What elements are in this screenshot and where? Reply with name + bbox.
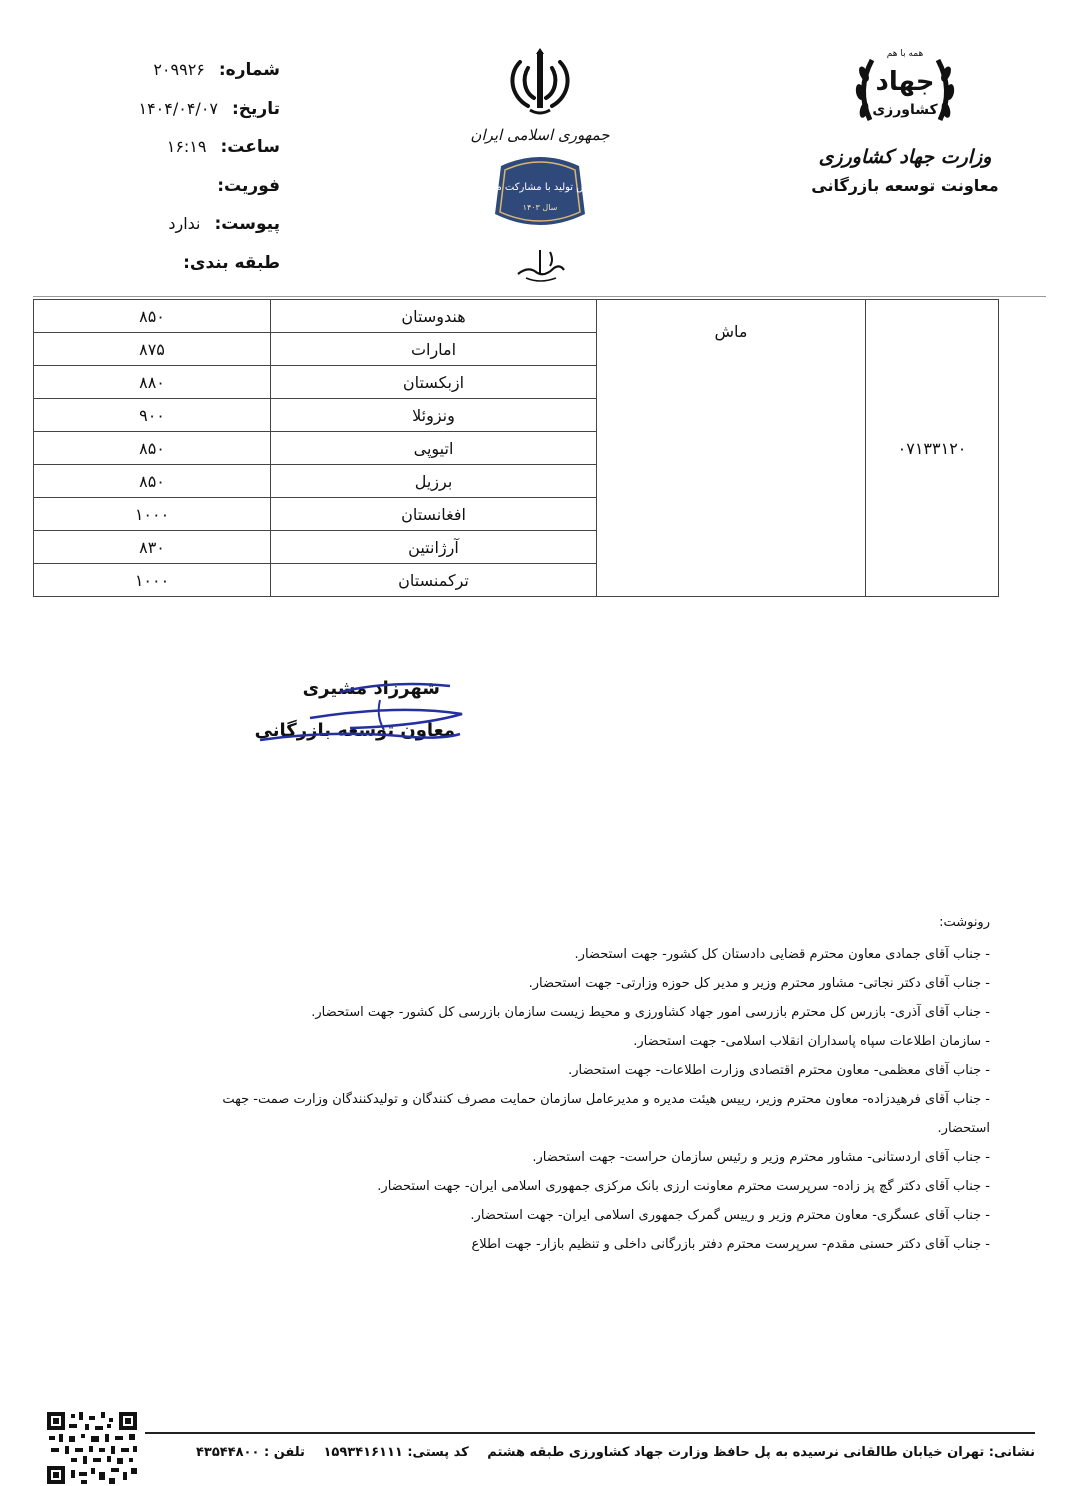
price-cell: ۸۵۰ (34, 432, 271, 465)
date-label: تاریخ: (232, 98, 280, 119)
price-cell: ۱۰۰۰ (34, 498, 271, 531)
cc-item: - جناب آقای آذری- بازرس کل محترم بازرسی امور جهاد کشاورزی و محیط زیست سازمان بازرسی کل کشور- جهت استحضار. (311, 1005, 990, 1020)
attachment-label: پیوست: (214, 214, 280, 234)
logo-sub-text: کشاورزی (872, 102, 938, 118)
product-cell: ماش (597, 300, 866, 597)
country-cell: ترکمنستان (271, 564, 597, 597)
price-cell: ۸۷۵ (34, 333, 271, 366)
cc-item: - جناب آقای دکتر نجاتی- مشاور محترم وزیر و مدیر کل حوزه وزارتی- جهت استحضار. (528, 976, 990, 991)
besmellah-icon (510, 244, 570, 284)
signature-block (250, 670, 480, 760)
number-row (90, 60, 280, 99)
urgency-label: فوریت: (217, 175, 280, 196)
qr-code-icon (45, 1410, 139, 1486)
country-cell: هندوستان (271, 300, 597, 333)
iran-emblem-icon (502, 44, 578, 120)
country-cell: امارات (271, 333, 597, 366)
footer-address: نشانی: تهران خیابان طالقانی نرسیده به پل حافظ وزارت جهاد کشاورزی طبقه هشتم (487, 1445, 1035, 1460)
attachment-value: ندارد (168, 214, 201, 233)
country-cell: برزیل (271, 465, 597, 498)
time-value: ۱۶:۱۹ (166, 137, 207, 156)
table-row (34, 300, 999, 333)
price-cell: ۸۸۰ (34, 366, 271, 399)
logo-top-text: همه با هم (886, 49, 924, 59)
footer-contact (150, 1445, 1035, 1460)
ministry-logo (850, 30, 960, 140)
cc-item: - جناب آقای جمادی معاون محترم قضایی دادستان کل کشور- جهت استحضار. (574, 947, 990, 962)
footer-phone: تلفن : ۴۳۵۴۴۸۰۰ (195, 1445, 305, 1460)
footer-divider (145, 1432, 1035, 1434)
cc-item: - جناب آقای اردستانی- مشاور محترم وزیر و رئیس سازمان حراست- جهت استحضار. (532, 1150, 990, 1165)
footer-postal-code: کد پستی: ۱۵۹۳۴۱۶۱۱۱ (323, 1445, 469, 1460)
ministry-department: معاونت توسعه بازرگانی (811, 176, 999, 195)
price-table-body (34, 300, 999, 597)
time-label: ساعت: (220, 137, 280, 157)
date-row (90, 99, 280, 138)
country-cell: اتیوپی (271, 432, 597, 465)
number-label: شماره: (218, 60, 280, 80)
slogan-seal-icon (480, 152, 600, 232)
seal-text: جهش تولید با مشارکت مردم (480, 182, 600, 193)
letter-meta (90, 60, 280, 291)
price-table (33, 299, 999, 597)
cc-list (160, 915, 990, 1259)
ministry-block (800, 30, 1010, 195)
date-value: ۱۴۰۴/۰۴/۰۷ (138, 98, 218, 118)
classification-row (90, 253, 280, 292)
country-cell: افغانستان (271, 498, 597, 531)
cc-items (160, 940, 990, 1259)
cc-item: - سازمان اطلاعات سپاه پاسداران انقلاب اسلامی- جهت استحضار. (633, 1034, 990, 1049)
price-cell: ۸۵۰ (34, 300, 271, 333)
seal-year: سال ۱۴۰۳ (522, 203, 558, 212)
cc-item: - جناب آقای عسگری- معاون محترم وزیر و رییس گمرک جمهوری اسلامی ایران- جهت استحضار. (470, 1208, 990, 1223)
price-cell: ۸۵۰ (34, 465, 271, 498)
cc-item: - جناب آقای فرهیدزاده- معاون محترم وزیر، رییس هیئت مدیره و مدیرعامل سازمان حمایت مصرف کنندگان و تولیدکنندگان وزارت صمت- جهت (222, 1092, 990, 1107)
time-row (90, 137, 280, 176)
handwritten-signature (250, 670, 480, 760)
ministry-name: وزارت جهاد کشاورزی (818, 146, 992, 168)
logo-main-text: جهاد (875, 67, 935, 97)
cc-item: - جناب آقای دکتر حسنی مقدم- سرپرست محترم دفتر بازرگانی داخلی و تنظیم بازار- جهت اطلاع (471, 1237, 990, 1252)
emblem-block (470, 44, 610, 288)
cc-item: - جناب آقای معظمی- معاون محترم اقتصادی وزارت اطلاعات- جهت استحضار. (568, 1063, 990, 1078)
urgency-row (90, 176, 280, 215)
cc-item: - جناب آقای دکتر گچ پز زاده- سرپرست محترم معاونت ارزی بانک مرکزی جمهوری اسلامی ایران- جهت استحضار. (377, 1179, 990, 1194)
country-cell: ازبکستان (271, 366, 597, 399)
price-cell: ۱۰۰۰ (34, 564, 271, 597)
emblem-caption: جمهوری اسلامی ایران (470, 126, 610, 144)
cc-item: استحضار. (937, 1121, 990, 1136)
tariff-code-cell: ۰۷۱۳۳۱۲۰ (866, 300, 999, 597)
number-value: ۲۰۹۹۲۶ (153, 60, 205, 79)
signer-title: معاون توسعه بازرگانی (254, 720, 455, 741)
cc-heading: رونوشت: (939, 915, 990, 930)
header-divider (33, 296, 1046, 297)
price-cell: ۸۳۰ (34, 531, 271, 564)
attachment-row (90, 214, 280, 253)
country-cell: آرژانتین (271, 531, 597, 564)
classification-label: طبقه بندی: (183, 252, 280, 273)
country-cell: ونزوئلا (271, 399, 597, 432)
price-cell: ۹۰۰ (34, 399, 271, 432)
signer-name: شهرزاد مشیری (302, 678, 440, 699)
